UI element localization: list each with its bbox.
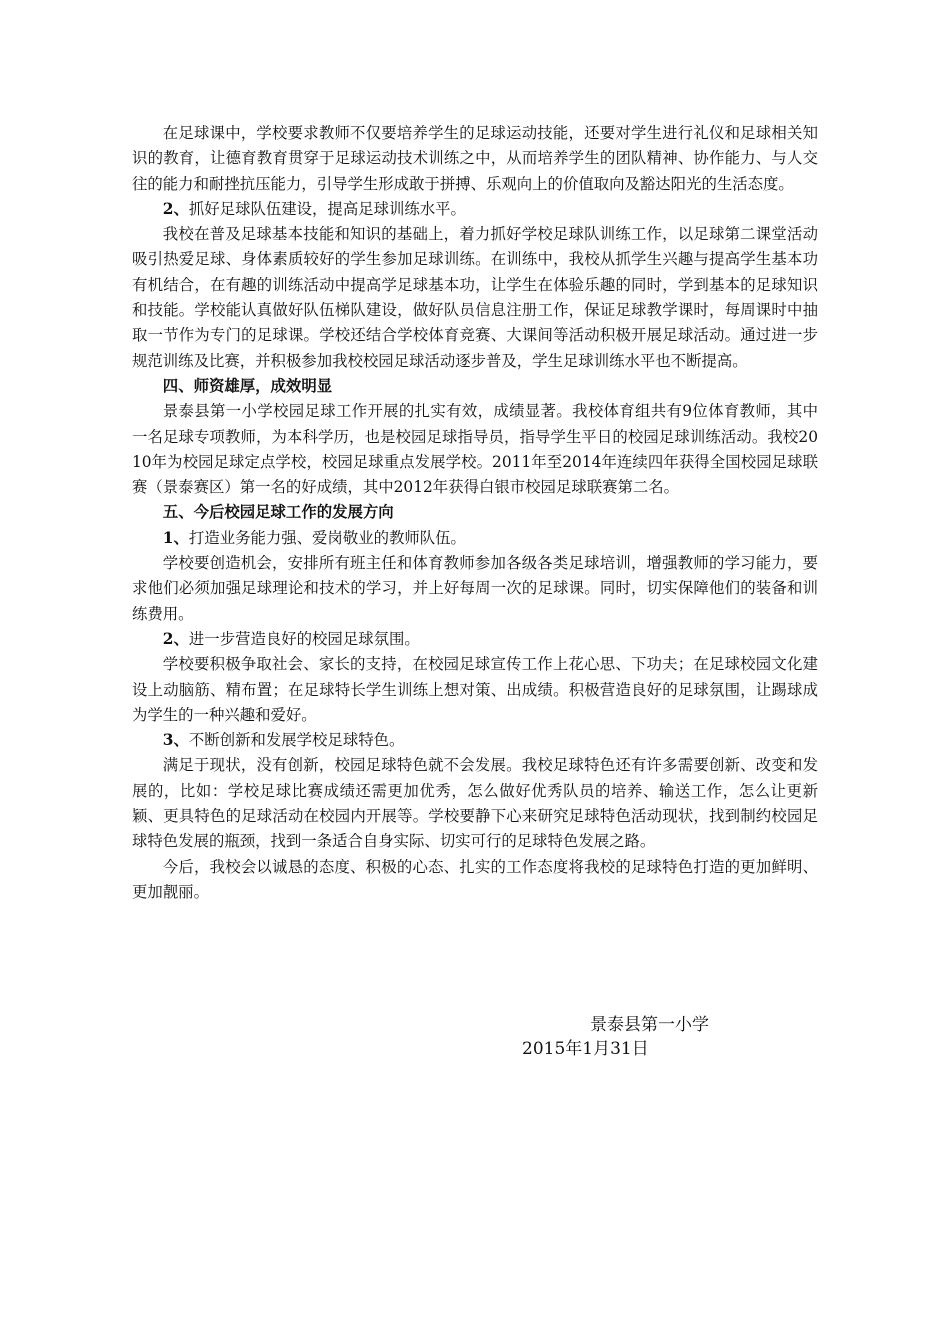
paragraph-text: 学校要积极争取社会、家长的支持，在校园足球宣传工作上花心思、下功夫；在足球校园文化建设上动脑筋、精布置；在足球特长学生训练上想对策、出成绩。积极营造良好的足球氛围，让踢球成为学生的一种兴趣和爱好。 bbox=[132, 655, 818, 724]
paragraph-text: 在足球课中，学校要求教师不仅要培养学生的足球运动技能，还要对学生进行礼仪和足球相关知识的教育，让德育教育贯穿于足球运动技术训练之中，从而培养学生的团队精神、协作能力、与人交往的能力和耐挫抗压能力，引导学生形成敢于拼搏、乐观向上的价值取向及豁达阳光的生活态度。 bbox=[132, 124, 818, 193]
subheading-text: 进一步营造良好的校园足球氛围。 bbox=[188, 629, 420, 648]
document-body bbox=[132, 121, 818, 905]
paragraph-text: 景泰县第一小学校园足球工作开展的扎实有效，成绩显著。我校体育组共有9位体育教师，其中一名足球专项教师，为本科学历，也是校园足球指导员，指导学生平日的校园足球训练活动。我校2010年为校园足球定点学校，校园足球重点发展学校。2011年至2014年连续四年获得全国校园足球联赛（景泰赛区）第一名的好成绩，其中2012年获得白银市校园足球联赛第二名。 bbox=[132, 402, 818, 497]
list-number: 3、 bbox=[162, 731, 189, 750]
closing-paragraph bbox=[132, 855, 818, 906]
subheading-1-teachers bbox=[132, 526, 818, 551]
paragraph bbox=[132, 399, 818, 500]
list-number: 2、 bbox=[162, 629, 189, 648]
paragraph bbox=[132, 222, 818, 374]
subheading-2-team-building bbox=[132, 197, 818, 222]
paragraph bbox=[132, 753, 818, 854]
subheading-3-innovation bbox=[132, 728, 818, 753]
signature-date: 2015年1月31日 bbox=[522, 1039, 649, 1059]
list-number: 2、 bbox=[162, 199, 189, 218]
subheading-text: 打造业务能力强、爱岗敬业的教师队伍。 bbox=[188, 528, 466, 547]
heading-text: 五、今后校园足球工作的发展方向 bbox=[162, 503, 394, 522]
heading-text: 四、师资雄厚，成效明显 bbox=[162, 376, 333, 395]
paragraph-text: 满足于现状，没有创新，校园足球特色就不会发展。我校足球特色还有许多需要创新、改变和发展的，比如：学校足球比赛成绩还需更加优秀，怎么做好优秀队员的培养、输送工作，怎么让更新颖、更具特色的足球活动在校园内开展等。学校要静下心来研究足球特色活动现状，找到制约校园足球特色发展的瓶颈，找到一条适合自身实际、切实可行的足球特色发展之路。 bbox=[132, 756, 818, 851]
paragraph bbox=[132, 121, 818, 197]
section-heading-5 bbox=[132, 500, 818, 525]
paragraph-text: 今后，我校会以诚恳的态度、积极的心态、扎实的工作态度将我校的足球特色打造的更加鲜明、更加靓丽。 bbox=[132, 857, 818, 901]
paragraph bbox=[132, 551, 818, 627]
signature-organization: 景泰县第一小学 bbox=[590, 1015, 709, 1035]
subheading-text: 不断创新和发展学校足球特色。 bbox=[188, 731, 405, 750]
list-number: 1、 bbox=[162, 528, 189, 547]
paragraph-text: 我校在普及足球基本技能和知识的基础上，着力抓好学校足球队训练工作，以足球第二课堂活动吸引热爱足球、身体素质较好的学生参加足球训练。在训练中，我校从抓学生兴趣与提高学生基本功有机结合，在有趣的训练活动中提高学足球基本功，让学生在体验乐趣的同时，学到基本的足球知识和技能。学校能认真做好队伍梯队建设，做好队员信息注册工作，保证足球教学课时，每周课时中抽取一节作为专门的足球课。学校还结合学校体育竞赛、大课间等活动积极开展足球活动。通过进一步规范训练及比赛，并积极参加我校校园足球活动逐步普及，学生足球训练水平也不断提高。 bbox=[132, 225, 818, 370]
section-heading-4 bbox=[132, 374, 818, 399]
paragraph bbox=[132, 652, 818, 728]
subheading-2-atmosphere bbox=[132, 627, 818, 652]
subheading-text: 抓好足球队伍建设，提高足球训练水平。 bbox=[188, 199, 466, 218]
paragraph-text: 学校要创造机会，安排所有班主任和体育教师参加各级各类足球培训，增强教师的学习能力，要求他们必须加强足球理论和技术的学习，并上好每周一次的足球课。同时，切实保障他们的装备和训练费用。 bbox=[132, 554, 818, 623]
